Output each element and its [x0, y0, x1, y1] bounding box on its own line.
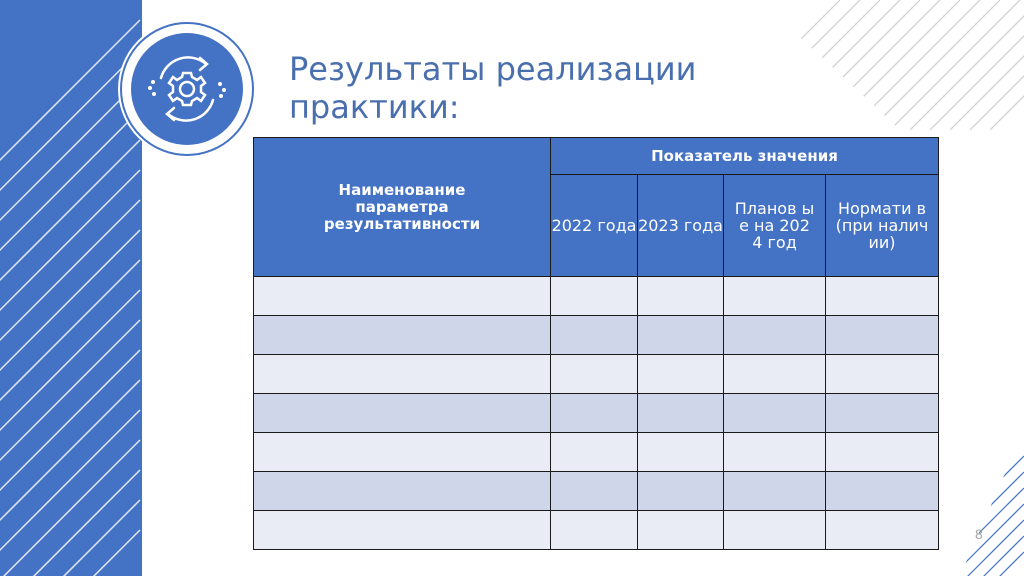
table-cell[interactable]	[551, 277, 638, 316]
slide-title: Результаты реализации практики:	[289, 50, 697, 126]
table-cell[interactable]	[638, 316, 724, 355]
table-row	[254, 511, 939, 550]
table-row	[254, 355, 939, 394]
column-header-2022	[551, 175, 638, 277]
group-header: Показатель значения	[551, 138, 939, 175]
table-cell[interactable]	[551, 316, 638, 355]
table-cell[interactable]	[724, 472, 826, 511]
table-row	[254, 472, 939, 511]
table-cell[interactable]	[826, 316, 939, 355]
table-cell[interactable]	[724, 355, 826, 394]
table-cell[interactable]	[551, 472, 638, 511]
table-row	[254, 316, 939, 355]
table-cell[interactable]	[826, 394, 939, 433]
table-cell[interactable]	[724, 316, 826, 355]
table-cell[interactable]	[638, 394, 724, 433]
table-cell[interactable]	[638, 433, 724, 472]
table-cell[interactable]	[724, 511, 826, 550]
table-cell[interactable]	[638, 511, 724, 550]
table-cell[interactable]	[724, 433, 826, 472]
column-header-planned-2024	[724, 175, 826, 277]
table-cell[interactable]	[254, 511, 551, 550]
param-header-label: Наименование параметра результативности	[323, 180, 481, 233]
table-row	[254, 394, 939, 433]
column-header-2023-label: 2023 года	[638, 216, 723, 235]
param-header	[254, 138, 551, 277]
table-cell[interactable]	[254, 316, 551, 355]
table-cell[interactable]	[254, 394, 551, 433]
results-table-container	[253, 137, 938, 548]
table-cell[interactable]	[638, 355, 724, 394]
table-cell[interactable]	[826, 433, 939, 472]
table-cell[interactable]	[551, 433, 638, 472]
table-cell[interactable]	[724, 277, 826, 316]
column-header-norms	[826, 175, 939, 277]
table-cell[interactable]	[724, 394, 826, 433]
table-cell[interactable]	[254, 472, 551, 511]
column-header-2023	[638, 175, 724, 277]
column-header-norms-label: Нормати в (при наличии)	[835, 199, 929, 252]
column-header-2022-label: 2022 года	[551, 216, 637, 235]
table-cell[interactable]	[254, 355, 551, 394]
table-cell[interactable]	[826, 355, 939, 394]
table-cell[interactable]	[638, 277, 724, 316]
table-row	[254, 433, 939, 472]
table-cell[interactable]	[551, 511, 638, 550]
gear-cycle-icon	[116, 18, 258, 160]
table-cell[interactable]	[551, 394, 638, 433]
table-cell[interactable]	[551, 355, 638, 394]
column-header-planned-2024-label: Планов ые на 2024 год	[734, 199, 815, 252]
table-cell[interactable]	[826, 277, 939, 316]
table-cell[interactable]	[254, 277, 551, 316]
results-table	[253, 137, 939, 550]
table-cell[interactable]	[826, 511, 939, 550]
table-row	[254, 277, 939, 316]
table-cell[interactable]	[826, 472, 939, 511]
table-cell[interactable]	[254, 433, 551, 472]
page-number: 8	[975, 526, 983, 542]
table-cell[interactable]	[638, 472, 724, 511]
